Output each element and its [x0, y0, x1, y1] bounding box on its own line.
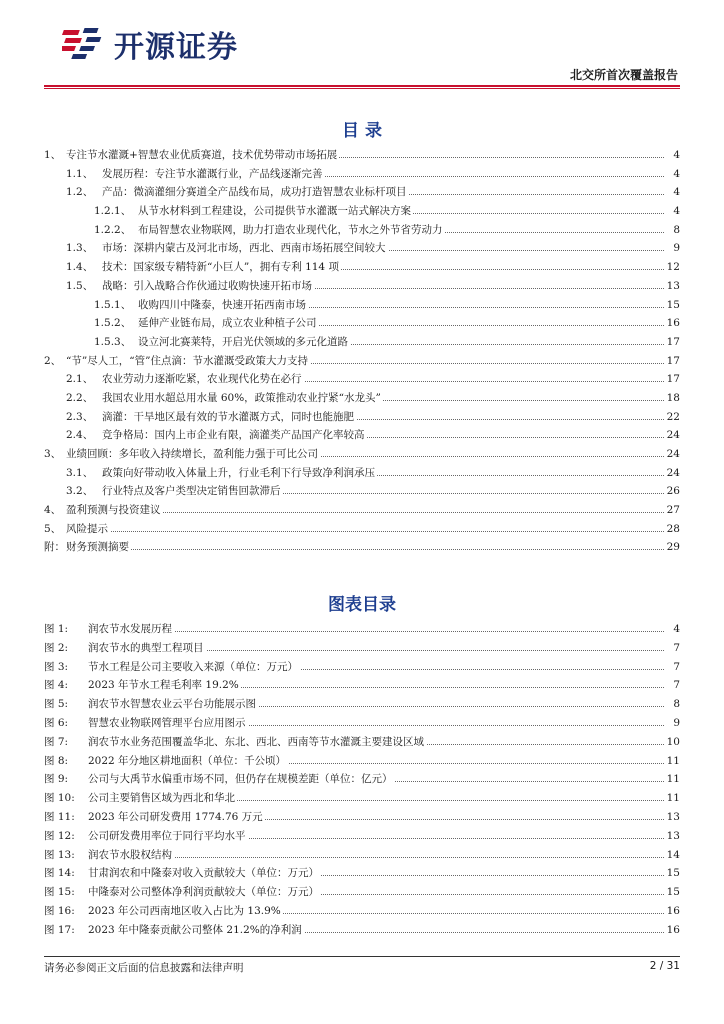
header-divider [44, 85, 680, 87]
toc-entry-number: 4、 [44, 504, 62, 517]
toc-entry[interactable] [44, 165, 680, 184]
toc-entry-page: 9 [671, 239, 680, 258]
toc-entry-text: 我国农业用水超总用水量 60%，政策推动农业拧紧“水龙头” [102, 389, 383, 408]
figure-entry-text: 2022 年分地区耕地面积（单位：千公顷） [88, 752, 288, 771]
toc-entry[interactable] [44, 501, 680, 520]
toc-entry-number: 2.4、 [66, 429, 94, 442]
figure-entry[interactable] [44, 639, 680, 658]
toc-entry[interactable] [44, 389, 680, 408]
toc-entry[interactable] [44, 314, 680, 333]
company-name: 开源证券 [114, 30, 238, 65]
figure-entry-page: 8 [671, 695, 680, 714]
figure-entry-text: 2023 年节水工程毛利率 19.2% [88, 676, 241, 695]
figure-entry-page: 11 [665, 770, 680, 789]
figure-entry-number: 图 1: [44, 623, 69, 635]
figure-entry[interactable] [44, 808, 680, 827]
toc-entry-text: 风险提示 [66, 520, 110, 539]
toc-title: 目 录 [342, 121, 382, 141]
toc-entry-text: 财务预测摘要 [66, 538, 131, 557]
toc-entry-number: 5、 [44, 522, 62, 535]
toc-entry-text: 专注节水灌溉+智慧农业优质赛道，技术优势带动市场拓展 [66, 146, 339, 165]
figure-entry-text: 中隆泰对公司整体净利润贡献较大（单位：万元） [88, 883, 321, 902]
figure-entry-page: 4 [671, 620, 680, 639]
figure-entry-number: 图 17: [44, 923, 75, 936]
figure-entry-page: 14 [665, 846, 680, 865]
toc-entry-page: 17 [665, 333, 680, 352]
figure-entry[interactable] [44, 921, 680, 940]
figure-entry-number: 图 4: [44, 679, 69, 692]
figure-entry-number: 图 12: [44, 829, 75, 842]
page-number: 2 / 31 [649, 960, 680, 972]
figure-entry[interactable] [44, 864, 680, 883]
toc-entry[interactable] [44, 370, 680, 389]
toc-entry-text: 行业特点及客户类型决定销售回款滞后 [102, 482, 283, 501]
toc-entry[interactable] [44, 482, 680, 501]
toc-entry-page: 13 [665, 277, 680, 296]
figure-entry-text: 润农节水股权结构 [88, 846, 174, 865]
toc-entry-number: 1.2.1、 [94, 205, 132, 218]
figure-entry-page: 7 [671, 658, 680, 677]
toc-entry-page: 4 [671, 165, 680, 184]
toc-entry-number: 3.2、 [66, 485, 94, 498]
toc-entry-number: 1.5.3、 [94, 335, 132, 348]
footer-disclaimer: 请务必参阅正文后面的信息披露和法律声明 [44, 962, 244, 974]
toc-entry-text: 布局智慧农业物联网，助力打造农业现代化，节水之外节省劳动力 [138, 221, 445, 240]
toc-entry-page: 12 [665, 258, 680, 277]
toc-entry-page: 27 [665, 501, 680, 520]
figure-entry-number: 图 9: [44, 773, 69, 786]
report-type-label: 北交所首次覆盖报告 [569, 68, 678, 82]
toc-entry[interactable] [44, 520, 680, 539]
toc-entry[interactable] [44, 352, 680, 371]
toc-entry[interactable] [44, 258, 680, 277]
figure-entry-page: 9 [671, 714, 680, 733]
figure-entry-number: 图 14: [44, 867, 75, 880]
figure-list [44, 620, 680, 940]
figure-entry-text: 润农节水业务范围覆盖华北、东北、西北、西南等节水灌溉主要建设区域 [88, 733, 426, 752]
figure-entry[interactable] [44, 902, 680, 921]
figure-entry-text: 润农节水智慧农业云平台功能展示图 [88, 695, 258, 714]
figure-entry-page: 11 [665, 789, 680, 808]
figure-entry-text: 甘肃润农和中隆泰对收入贡献较大（单位：万元） [88, 864, 321, 883]
figure-entry-page: 10 [665, 733, 680, 752]
dot-leader [88, 631, 664, 632]
figure-entry[interactable] [44, 789, 680, 808]
toc-entry[interactable] [44, 239, 680, 258]
toc-entry-number: 2.3、 [66, 410, 94, 423]
figure-entry[interactable] [44, 752, 680, 771]
toc-entry-page: 4 [671, 202, 680, 221]
figure-entry-text: 公司主要销售区域为西北和华北 [88, 789, 237, 808]
toc-entry-text: 业绩回顾：多年收入持续增长，盈利能力强于可比公司 [66, 445, 320, 464]
figure-entry-number: 图 11: [44, 810, 75, 823]
figure-entry-page: 13 [665, 808, 680, 827]
figure-entry-number: 图 16: [44, 904, 75, 917]
toc-entry-page: 24 [665, 426, 680, 445]
figure-entry-number: 图 15: [44, 886, 75, 899]
figure-entry-page: 16 [665, 902, 680, 921]
toc-entry-page: 4 [671, 146, 680, 165]
dot-leader [66, 549, 664, 550]
toc-entry-page: 18 [665, 389, 680, 408]
toc-entry-text: 延伸产业链布局，成立农业种植子公司 [138, 314, 319, 333]
toc-entry-page: 26 [665, 482, 680, 501]
toc-list [44, 146, 680, 557]
toc-entry[interactable] [44, 464, 680, 483]
toc-entry-number: 1、 [44, 149, 62, 161]
figure-entry-page: 15 [665, 864, 680, 883]
figure-entry-number: 图 13: [44, 848, 75, 861]
toc-entry-number: 2.1、 [66, 373, 94, 386]
figure-entry[interactable] [44, 714, 680, 733]
toc-entry-page: 24 [665, 445, 680, 464]
figure-entry-text: 润农节水的典型工程项目 [88, 639, 206, 658]
figure-entry-page: 11 [665, 752, 680, 771]
figure-entry-number: 图 7: [44, 735, 69, 748]
toc-entry-text: 农业劳动力逐渐吃紧，农业现代化势在必行 [102, 370, 304, 389]
toc-entry[interactable] [44, 408, 680, 427]
figure-entry-number: 图 10: [44, 792, 75, 805]
toc-entry[interactable] [44, 296, 680, 315]
toc-entry-page: 15 [665, 296, 680, 315]
figure-entry-text: 2023 年公司西南地区收入占比为 13.9% [88, 902, 283, 921]
figure-list-title: 图表目录 [328, 595, 396, 615]
figure-entry-text: 公司与大禹节水偏重市场不同，但仍存在规模差距（单位：亿元） [88, 770, 395, 789]
toc-entry-page: 17 [665, 352, 680, 371]
toc-entry-text: “节”尽人工，“管”住点滴：节水灌溉受政策大力支持 [66, 352, 310, 371]
toc-entry-text: 收购四川中隆泰，快速开拓西南市场 [138, 296, 308, 315]
company-logo [62, 24, 238, 64]
figure-entry[interactable] [44, 620, 680, 639]
figure-entry[interactable] [44, 658, 680, 677]
toc-entry[interactable] [44, 445, 680, 464]
toc-entry[interactable] [44, 426, 680, 445]
toc-entry-number: 2.2、 [66, 391, 94, 404]
toc-entry-number: 1.3、 [66, 242, 94, 255]
figure-entry-number: 图 8: [44, 754, 69, 767]
toc-entry-number: 附： [44, 541, 65, 554]
toc-entry-number: 2、 [44, 354, 62, 367]
toc-entry-number: 1.5.1、 [94, 298, 132, 311]
toc-entry-number: 1.4、 [66, 261, 94, 274]
header-divider-thin [44, 88, 680, 89]
toc-entry-text: 政策向好带动收入体量上升，行业毛利下行导致净利润承压 [102, 464, 377, 483]
toc-entry[interactable] [44, 146, 680, 165]
figure-entry[interactable] [44, 695, 680, 714]
toc-entry-page: 17 [665, 370, 680, 389]
toc-entry-text: 竞争格局：国内上市企业有限，滴灌类产品国产化率较高 [102, 426, 367, 445]
toc-entry[interactable] [44, 277, 680, 296]
toc-entry-page: 16 [665, 314, 680, 333]
toc-entry-number: 3.1、 [66, 466, 94, 479]
toc-entry[interactable] [44, 221, 680, 240]
toc-entry-text: 产品：微滴灌细分赛道全产品线布局，成功打造智慧农业标杆项目 [102, 183, 409, 202]
figure-entry-page: 7 [671, 676, 680, 695]
figure-entry[interactable] [44, 827, 680, 846]
toc-entry-text: 设立河北赛莱特，开启光伏领域的多元化道路 [138, 333, 350, 352]
figure-entry-page: 15 [665, 883, 680, 902]
figure-entry-number: 图 2: [44, 641, 69, 654]
figure-entry-page: 13 [665, 827, 680, 846]
toc-entry-number: 3、 [44, 448, 62, 460]
toc-entry[interactable] [44, 538, 680, 557]
figure-entry-page: 16 [665, 921, 680, 940]
figure-entry-page: 7 [671, 639, 680, 658]
toc-entry-page: 4 [671, 183, 680, 202]
figure-entry-text: 润农节水发展历程 [88, 620, 174, 639]
figure-entry-number: 图 5: [44, 698, 69, 711]
figure-entry-text: 公司研发费用率位于同行平均水平 [88, 827, 248, 846]
figure-entry-text: 智慧农业物联网管理平台应用图示 [88, 714, 248, 733]
dot-leader [66, 531, 664, 532]
toc-entry-text: 从节水材料到工程建设，公司提供节水灌溉一站式解决方案 [138, 202, 413, 221]
figure-entry[interactable] [44, 733, 680, 752]
toc-entry-page: 28 [665, 520, 680, 539]
toc-entry-number: 1.5.2、 [94, 317, 132, 330]
toc-entry-text: 发展历程：专注节水灌溉行业，产品线逐渐完善 [102, 165, 325, 184]
figure-entry[interactable] [44, 883, 680, 902]
toc-entry-text: 技术：国家级专精特新“小巨人”，拥有专利 114 项 [102, 258, 341, 277]
figure-entry-text: 2023 年公司研发费用 1774.76 万元 [88, 808, 265, 827]
figure-entry[interactable] [44, 676, 680, 695]
toc-entry-page: 8 [671, 221, 680, 240]
figure-entry-text: 节水工程是公司主要收入来源（单位：万元） [88, 658, 300, 677]
toc-entry-text: 战略：引入战略合作伙通过收购快速开拓市场 [102, 277, 314, 296]
figure-entry[interactable] [44, 770, 680, 789]
toc-entry-number: 1.1、 [66, 167, 94, 180]
toc-entry[interactable] [44, 333, 680, 352]
toc-entry[interactable] [44, 202, 680, 221]
toc-entry-number: 1.2.2、 [94, 223, 132, 236]
figure-entry-number: 图 6: [44, 716, 69, 729]
toc-entry-page: 22 [665, 408, 680, 427]
toc-entry[interactable] [44, 183, 680, 202]
toc-entry-text: 滴灌：干旱地区最有效的节水灌溉方式，同时也能施肥 [102, 408, 356, 427]
toc-entry-page: 24 [665, 464, 680, 483]
toc-entry-number: 1.5、 [66, 279, 94, 292]
figure-entry-number: 图 3: [44, 660, 69, 673]
toc-entry-page: 29 [665, 538, 680, 557]
footer-divider [44, 956, 680, 957]
kaiyuan-logo-icon [62, 24, 108, 64]
figure-entry[interactable] [44, 846, 680, 865]
figure-entry-text: 2023 年中隆泰贡献公司整体 21.2%的净利润 [88, 921, 304, 940]
toc-entry-number: 1.2、 [66, 186, 94, 199]
dot-leader [88, 857, 664, 858]
toc-entry-text: 盈利预测与投资建议 [66, 501, 163, 520]
toc-entry-text: 市场：深耕内蒙古及河北市场，西北、西南市场拓展空间较大 [102, 239, 388, 258]
